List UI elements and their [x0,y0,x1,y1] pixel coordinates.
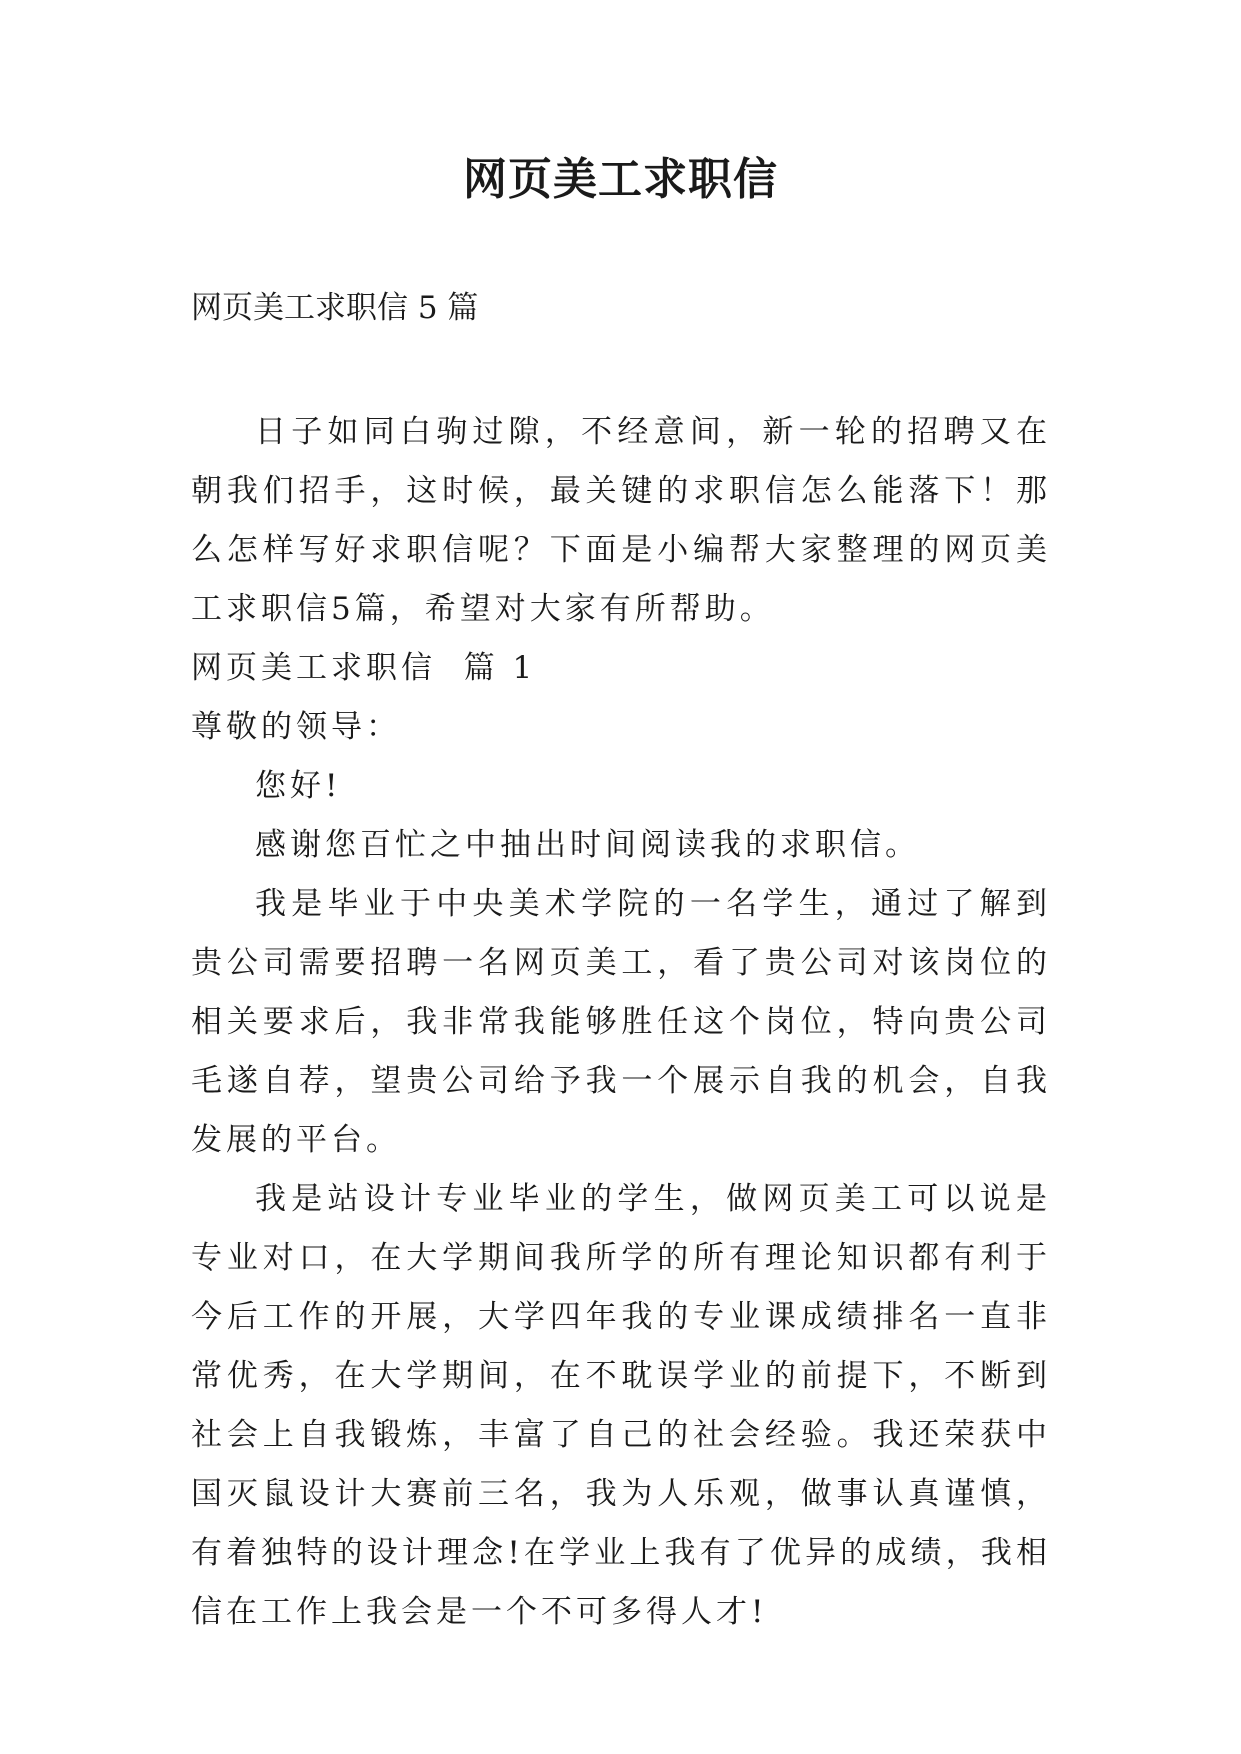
section-heading: 网页美工求职信 篇 1 [191,650,537,686]
body-paragraph-2: 我是站设计专业毕业的学生，做网页美工可以说是专业对口，在大学期间我所学的所有理论知识都有利于今后工作的开展，大学四年我的专业课成绩排名一直非常优秀，在大学期间，在不耽误学业的前提下，不断到社会上自我锻炼，丰富了自己的社会经验。我还荣获中国灭鼠设计大赛前三名，我为人乐观，做事认真谨慎，有着独特的设计理念!在学业上我有了优异的成绩，我相信在工作上我会是一个不可多得人才! [191,1181,1051,1630]
document-title: 网页美工求职信 [463,154,778,205]
document-subtitle: 网页美工求职信 5 篇 [191,290,479,326]
intro-paragraph: 日子如同白驹过隙，不经意间，新一轮的招聘又在朝我们招手，这时候，最关键的求职信怎么能落下！那么怎样写好求职信呢？下面是小编帮大家整理的网页美工求职信5篇，希望对大家有所帮助。 [191,414,1051,627]
salutation: 尊敬的领导： [191,709,401,745]
body-paragraph-1: 我是毕业于中央美术学院的一名学生，通过了解到贵公司需要招聘一名网页美工，看了贵公司对该岗位的相关要求后，我非常我能够胜任这个岗位，特向贵公司毛遂自荐，望贵公司给予我一个展示自我的机会，自我发展的平台。 [191,886,1051,1158]
document-body [191,403,1051,1642]
greeting: 您好! [255,768,342,804]
thanks-paragraph: 感谢您百忙之中抽出时间阅读我的求职信。 [255,827,920,863]
